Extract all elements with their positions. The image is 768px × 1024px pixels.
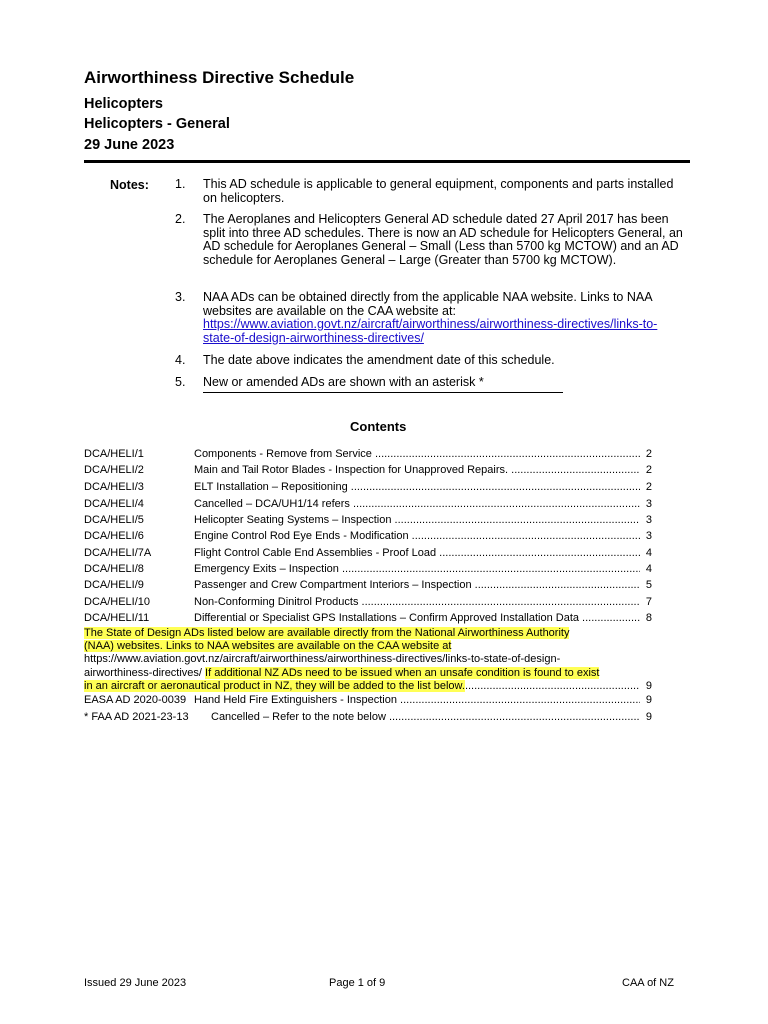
toc-title: ELT Installation – Repositioning ..... bbox=[194, 480, 640, 495]
toc-row[interactable] bbox=[84, 546, 652, 561]
state-of-design-paragraph bbox=[84, 627, 652, 693]
toc-title: Differential or Specialist GPS Installations – Confirm Approved Installation Data ..... bbox=[194, 611, 640, 626]
notes-label: Notes: bbox=[110, 178, 149, 192]
schedule-date: 29 June 2023 bbox=[84, 137, 175, 153]
state-line-highlight: If additional NZ ADs need to be issued when an unsafe condition is found to exist bbox=[205, 666, 600, 679]
note-number: 1. bbox=[175, 177, 186, 191]
toc-row[interactable] bbox=[84, 562, 652, 577]
toc-code: DCA/HELI/1 bbox=[84, 448, 144, 460]
toc-title: Passenger and Crew Compartment Interiors – Inspection ..... bbox=[194, 578, 640, 593]
toc-title: Emergency Exits – Inspection ..... bbox=[194, 562, 640, 577]
toc-page: 3 bbox=[645, 530, 652, 542]
toc-row[interactable] bbox=[84, 595, 652, 610]
toc-page: 2 bbox=[645, 448, 652, 460]
state-line: (NAA) websites. Links to NAA websites are available on the CAA website at bbox=[84, 640, 452, 653]
toc-title: Helicopter Seating Systems – Inspection ..... bbox=[194, 513, 640, 528]
toc-row[interactable] bbox=[84, 529, 652, 544]
toc-code: DCA/HELI/5 bbox=[84, 514, 144, 526]
note-text: New or amended ADs are shown with an asterisk * bbox=[203, 375, 484, 389]
footer-page-number: Page 1 of 9 bbox=[329, 977, 386, 989]
toc-code: DCA/HELI/2 bbox=[84, 464, 144, 476]
schedule-heading: Helicopters - General bbox=[84, 116, 230, 132]
toc-code: DCA/HELI/8 bbox=[84, 563, 144, 575]
contents-heading: Contents bbox=[350, 419, 407, 434]
toc-row[interactable] bbox=[84, 447, 652, 462]
state-line: https://www.aviation.govt.nz/aircraft/airworthiness/airworthiness-directives/links-to-state-of-design- bbox=[84, 653, 561, 666]
toc-title: Main and Tail Rotor Blades - Inspection for Unapproved Repairs. ..... bbox=[194, 463, 640, 478]
toc-page: 9 bbox=[645, 711, 652, 723]
toc-page: 4 bbox=[645, 547, 652, 559]
toc-row[interactable] bbox=[84, 693, 652, 708]
note-number: 4. bbox=[175, 353, 186, 367]
toc-page: 9 bbox=[645, 679, 652, 692]
toc-dots: ......................................................... bbox=[464, 679, 640, 692]
toc-title: Cancelled – Refer to the note below ..... bbox=[211, 710, 640, 725]
toc-title: Non-Conforming Dinitrol Products ..... bbox=[194, 595, 640, 610]
toc-title: Hand Held Fire Extinguishers - Inspection ..... bbox=[194, 693, 640, 708]
toc-title: Cancelled – DCA/UH1/14 refers ..... bbox=[194, 497, 640, 512]
toc-row[interactable] bbox=[84, 578, 652, 593]
toc-page: 3 bbox=[645, 498, 652, 510]
state-line: in an aircraft or aeronautical product in NZ, they will be added to the list below. bbox=[84, 679, 465, 692]
state-line: The State of Design ADs listed below are available directly from the National Airworthiness Authority bbox=[84, 627, 570, 639]
note-number: 2. bbox=[175, 212, 186, 226]
toc-row[interactable] bbox=[84, 463, 652, 478]
toc-code: EASA AD 2020-0039 bbox=[84, 694, 187, 706]
toc-row[interactable] bbox=[84, 480, 652, 495]
note-text: NAA ADs can be obtained directly from the applicable NAA website. Links to NAA websites are available on the CAA website at: bbox=[203, 290, 652, 318]
toc-row[interactable] bbox=[84, 710, 652, 725]
toc-code: DCA/HELI/7A bbox=[84, 547, 152, 559]
header-rule bbox=[84, 160, 690, 163]
toc-page: 8 bbox=[645, 612, 652, 624]
notes-end-rule bbox=[203, 392, 563, 393]
toc-page: 3 bbox=[645, 514, 652, 526]
caa-website-link[interactable]: https://www.aviation.govt.nz/aircraft/airworthiness/airworthiness-directives/links-to-state-of-design-airworthiness-directives/ bbox=[203, 317, 658, 345]
toc-page: 9 bbox=[645, 694, 652, 706]
toc-code: DCA/HELI/10 bbox=[84, 596, 151, 608]
note-number: 5. bbox=[175, 375, 186, 389]
toc-page: 7 bbox=[645, 596, 652, 608]
toc-code: * FAA AD 2021-23-13 bbox=[84, 711, 189, 723]
footer-organisation: CAA of NZ bbox=[622, 977, 674, 989]
toc-title: Flight Control Cable End Assemblies - Proof Load ..... bbox=[194, 546, 640, 561]
toc-code: DCA/HELI/6 bbox=[84, 530, 144, 542]
note-text: The Aeroplanes and Helicopters General AD schedule dated 27 April 2017 has been split into three AD schedules. There is now an AD schedule for Helicopters General, an AD schedule for Aeroplanes General – Small (Less than 5700 kg MCTOW) and an AD schedule for Aeroplanes General – Large (Greater than 5700 kg MCTOW). bbox=[203, 212, 683, 267]
toc-page: 2 bbox=[645, 481, 652, 493]
toc-page: 2 bbox=[645, 464, 652, 476]
toc-row[interactable] bbox=[84, 497, 652, 512]
toc-title: Components - Remove from Service ..... bbox=[194, 447, 640, 462]
document-title: Airworthiness Directive Schedule bbox=[84, 68, 355, 87]
toc-code: DCA/HELI/4 bbox=[84, 498, 144, 510]
toc-title: Engine Control Rod Eye Ends - Modification ..... bbox=[194, 529, 640, 544]
toc-row[interactable] bbox=[84, 611, 652, 626]
toc-page: 5 bbox=[645, 579, 652, 591]
note-text: The date above indicates the amendment date of this schedule. bbox=[203, 353, 555, 367]
toc-page: 4 bbox=[645, 563, 652, 575]
note-text: This AD schedule is applicable to general equipment, components and parts installed on helicopters. bbox=[203, 177, 674, 205]
toc-code: DCA/HELI/3 bbox=[84, 481, 144, 493]
note-number: 3. bbox=[175, 290, 186, 304]
toc-row[interactable] bbox=[84, 513, 652, 528]
footer-issued: Issued 29 June 2023 bbox=[84, 977, 187, 989]
note-text-wrap bbox=[203, 291, 683, 345]
toc-code: DCA/HELI/11 bbox=[84, 612, 150, 624]
state-line: airworthiness-directives/ bbox=[84, 666, 202, 679]
category-heading: Helicopters bbox=[84, 96, 163, 112]
toc-code: DCA/HELI/9 bbox=[84, 579, 144, 591]
